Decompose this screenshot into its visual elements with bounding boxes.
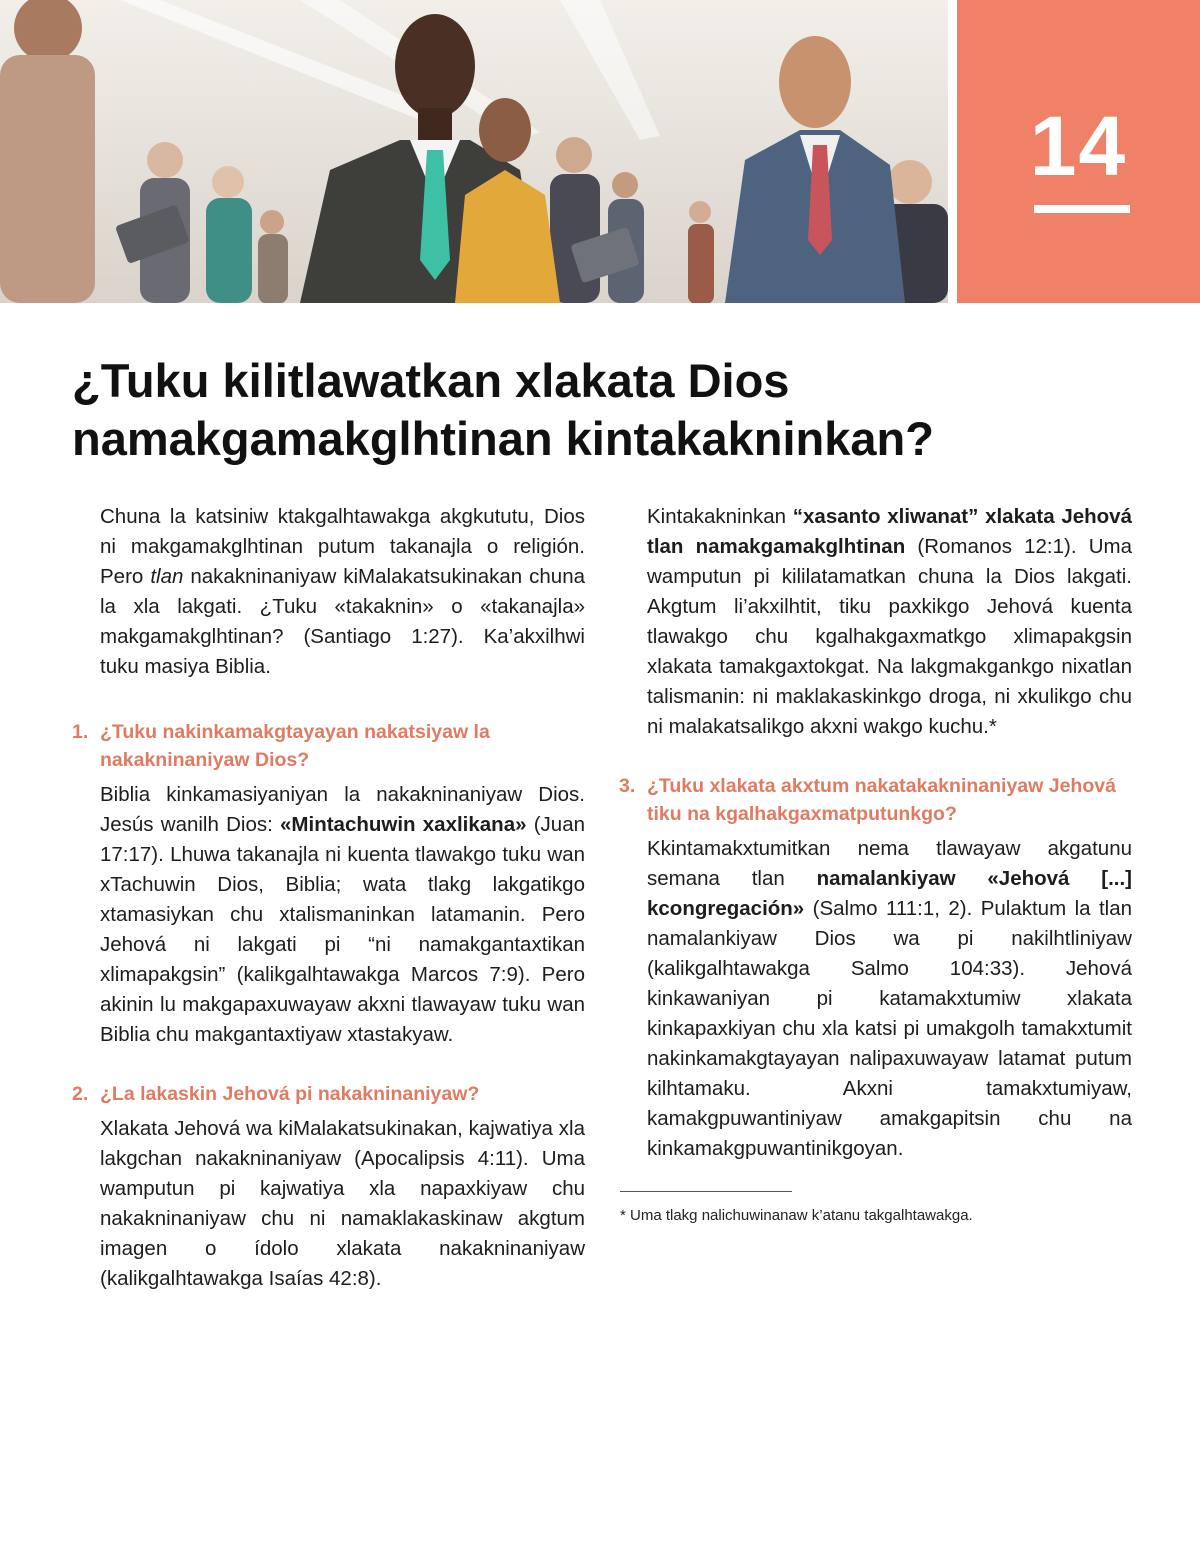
footnote-divider <box>620 1191 792 1192</box>
hero-photo <box>0 0 948 303</box>
text-run: Biblia kinkamasiyaniyan la nakakninaniyaw Dios. Jesús wanilh Dios: <box>100 783 585 836</box>
intro-italic: tlan <box>150 565 184 588</box>
question-text: ¿Tuku xlakata akxtum nakatakakninaniyaw Jehová tiku na kgalhakgaxmatputunkgo? <box>647 775 1116 825</box>
bold-run: “xasanto xliwanat” xlakata Jehová tlan namakgamakglhtinan <box>647 505 1132 558</box>
text-run: (Salmo 111:1, 2). Pulaktum la tlan namalankiyaw Dios wa pi nakilhtliniyaw (kalikgalhtawakga Salmo 104:33). Jehová kinkawaniyan pi katamakxtumiw xlakata kinkapaxkiyan chu xla katsi pi umakgolh tamakxtumit nakinkamakgtayayan nalipaxuwayaw latamat putum kilhtamaku. Akxni tamakxtumiyaw, kamakgpuwantiniyaw amakgapitsin chu na kinkamakgpuwantinikgoyan. <box>647 897 1132 1160</box>
text-run: (Romanos 12:1). Uma wamputun pi kililatamatkan chuna la Dios lakgati. Akgtum li’akxilhtit, tiku paxkikgo Jehová kuenta tlawakgo chu kgalhakgaxmatkgo xlimapakgsin xlakata tamakgaxtokgat. Na lakgmakgankgo nixatlan talismanin: ni maklakaskinkgo droga, ni xkulikgo chu ni malakatsalikgo akxni wakgo kuchu.* <box>647 535 1132 738</box>
question-2-heading <box>72 1080 585 1108</box>
congregation-illustration <box>0 0 948 303</box>
question-number: 3. <box>619 775 636 797</box>
section-3-paragraph <box>647 834 1132 1164</box>
chapter-number: 14 <box>1029 99 1128 193</box>
section-2-paragraph: Xlakata Jehová wa kiMalakatsukinakan, kajwatiya xla lakgchan nakakninaniyaw (Apocalipsis 4:11). Uma wamputun pi kajwatiya xla napaxkiyaw chu nakakninaniyaw chu ni namaklakaskinaw akgtum imagen o ídolo xlakata nakakninaniyaw (kalikgalhtawakga Isaías 42:8). <box>100 1117 585 1290</box>
left-column <box>72 502 585 1294</box>
question-number: 1. <box>72 721 89 743</box>
chapter-badge <box>957 0 1200 303</box>
question-3-heading <box>619 772 1132 828</box>
footnote: * Uma tlakg nalichuwinanaw k’atanu takgalhtawakga. <box>620 1207 973 1224</box>
question-text: ¿Tuku nakinkamakgtayayan nakatsiyaw la nakakninaniyaw Dios? <box>100 721 490 771</box>
bold-run: «Mintachuwin xaxlikana» <box>280 813 527 836</box>
bold-run: namalankiyaw «Jehová [...] kcongregación» <box>647 867 1133 920</box>
text-run: Kkintamakxtumitkan nema tlawayaw akgatunu semana tlan <box>647 837 1132 890</box>
question-number: 2. <box>72 1083 89 1105</box>
chapter-underline <box>1034 205 1130 213</box>
intro-text-1: Chuna la katsiniw ktakgalhtawakga akgkututu, Dios ni makgamakglhtinan putum takanajla o religión. Pero <box>100 505 585 588</box>
text-run: (Juan 17:17). Lhuwa takanajla ni kuenta tlawakgo tuku wan xTachuwin Dios, Biblia; wata tlakg lakgatikgo xtamasiykan chu xtalismaninkan latamanin. Pero Jehová ni lakgati pi “ni namakgantaxtikan xlimapakgsin” (kalikgalhtawakga Marcos 7:9). Pero akinin lu makgapaxuwayaw akxni tlawayaw tuku wan Biblia chu makgantaxtiyaw xtastakyaw. <box>100 813 585 1046</box>
intro-paragraph <box>100 502 585 682</box>
section-1-paragraph <box>100 780 585 1050</box>
text-run: Kintakakninkan <box>647 505 793 528</box>
page-title: ¿Tuku kilitlawatkan xlakata Dios namakgamakglhtinan kintakakninkan? <box>72 354 934 465</box>
right-column <box>619 502 1133 1164</box>
section-2-continued-paragraph <box>647 502 1132 742</box>
question-1-heading <box>72 718 585 774</box>
intro-text-2: nakakninaniyaw kiMalakatsukinakan chuna la xla lakgati. ¿Tuku «takaknin» o «takanajla» makgamakglhtinan? (Santiago 1:27). Ka’akxilhwi tuku masiya Biblia. <box>100 565 585 678</box>
question-text: ¿La lakaskin Jehová pi nakakninaniyaw? <box>100 1083 480 1105</box>
